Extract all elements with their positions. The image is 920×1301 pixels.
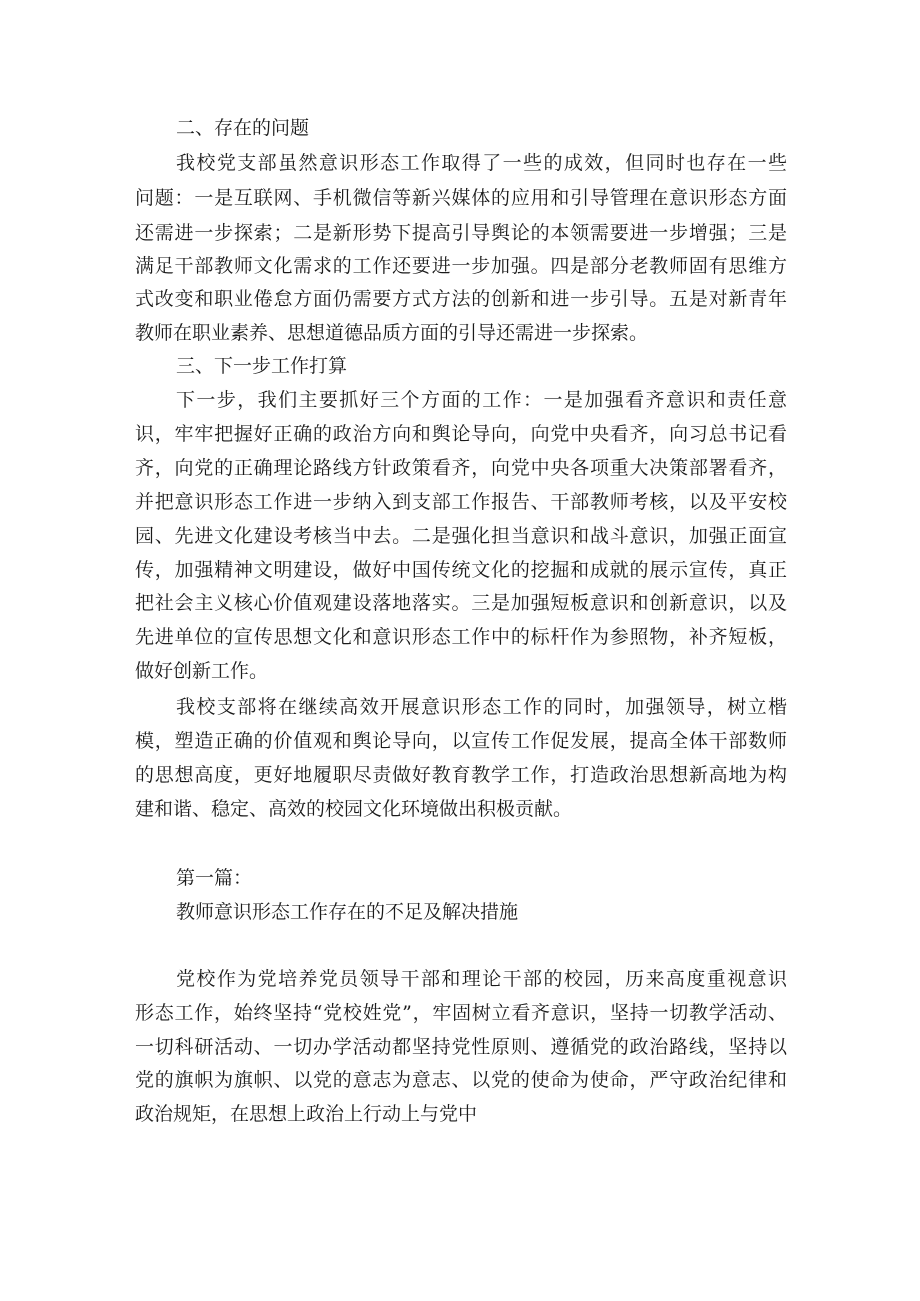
paragraph-line: 还需进一步探索；二是新形势下提高引导舆论的本领需要进一步增强；三是 [135, 222, 787, 244]
paragraph-line: 传，加强精神文明建设，做好中国传统文化的挖掘和成就的展示宣传，真正 [135, 559, 787, 581]
paragraph-line: 的思想高度，更好地履职尽责做好教育教学工作，打造政治思想新高地为构 [135, 764, 787, 786]
paragraph-line: 建和谐、稳定、高效的校园文化环境做出积极贡献。 [135, 798, 573, 820]
paragraph-line: 党的旗帜为旗帜、以党的意志为意志、以党的使命为使命，严守政治纪律和 [135, 1069, 787, 1091]
paragraph-line: 我校支部将在继续高效开展意识形态工作的同时，加强领导，树立楷 [176, 696, 787, 718]
paragraph-line: 模，塑造正确的价值观和舆论导向，以宣传工作促发展，提高全体干部数师 [135, 730, 787, 752]
paragraph-line: 园、先进文化建设考核当中去。二是强化担当意识和战斗意识，加强正面宣 [135, 525, 787, 547]
paragraph-line: 齐，向党的正确理论路线方针政策看齐，向党中央各项重大决策部署看齐， [135, 457, 787, 479]
paragraph-line: 式改变和职业倦怠方面仍需要方式方法的创新和进一步引导。五是对新青年 [135, 288, 787, 310]
paragraph-line: 教师在职业素养、思想道德品质方面的引导还需进一步探索。 [135, 322, 649, 344]
paragraph-line: 下一步，我们主要抓好三个方面的工作：一是加强看齐意识和责任意 [176, 389, 787, 411]
part-title: 教师意识形态工作存在的不足及解决措施 [176, 901, 519, 923]
part-label: 第一篇： [176, 867, 253, 889]
paragraph-line: 做好创新工作。 [135, 660, 269, 682]
paragraph-line: 把社会主义核心价值观建设落地落实。三是加强短板意识和创新意识，以及 [135, 592, 787, 614]
paragraph-line: 识，牢牢把握好正确的政治方向和舆论导向，向党中央看齐，向习总书记看 [135, 423, 787, 445]
paragraph-line: 形态工作，始终坚持“党校姓党”，牢固树立看齐意识，坚持一切教学活动、 [135, 1002, 787, 1024]
paragraph-line: 政治规矩，在思想上政治上行动上与党中 [135, 1103, 478, 1125]
paragraph-line: 问题：一是互联网、手机微信等新兴媒体的应用和引导管理在意识形态方面 [135, 187, 787, 209]
paragraph-line: 并把意识形态工作进一步纳入到支部工作报告、干部教师考核，以及平安校 [135, 491, 787, 513]
section-heading-problems: 二、存在的问题 [176, 117, 310, 139]
paragraph-line: 满足干部教师文化需求的工作还要进一步加强。四是部分老教师固有思维方 [135, 255, 787, 277]
paragraph-line: 一切科研活动、一切办学活动都坚持党性原则、遵循党的政治路线，坚持以 [135, 1036, 787, 1058]
section-heading-plan: 三、下一步工作打算 [176, 355, 348, 377]
paragraph-line: 我校党支部虽然意识形态工作取得了一些的成效，但同时也存在一些 [176, 152, 787, 174]
paragraph-line: 先进单位的宣传思想文化和意识形态工作中的标杆作为参照物，补齐短板， [135, 626, 787, 648]
paragraph-line: 党校作为党培养党员领导干部和理论干部的校园，历来高度重视意识 [176, 968, 787, 990]
